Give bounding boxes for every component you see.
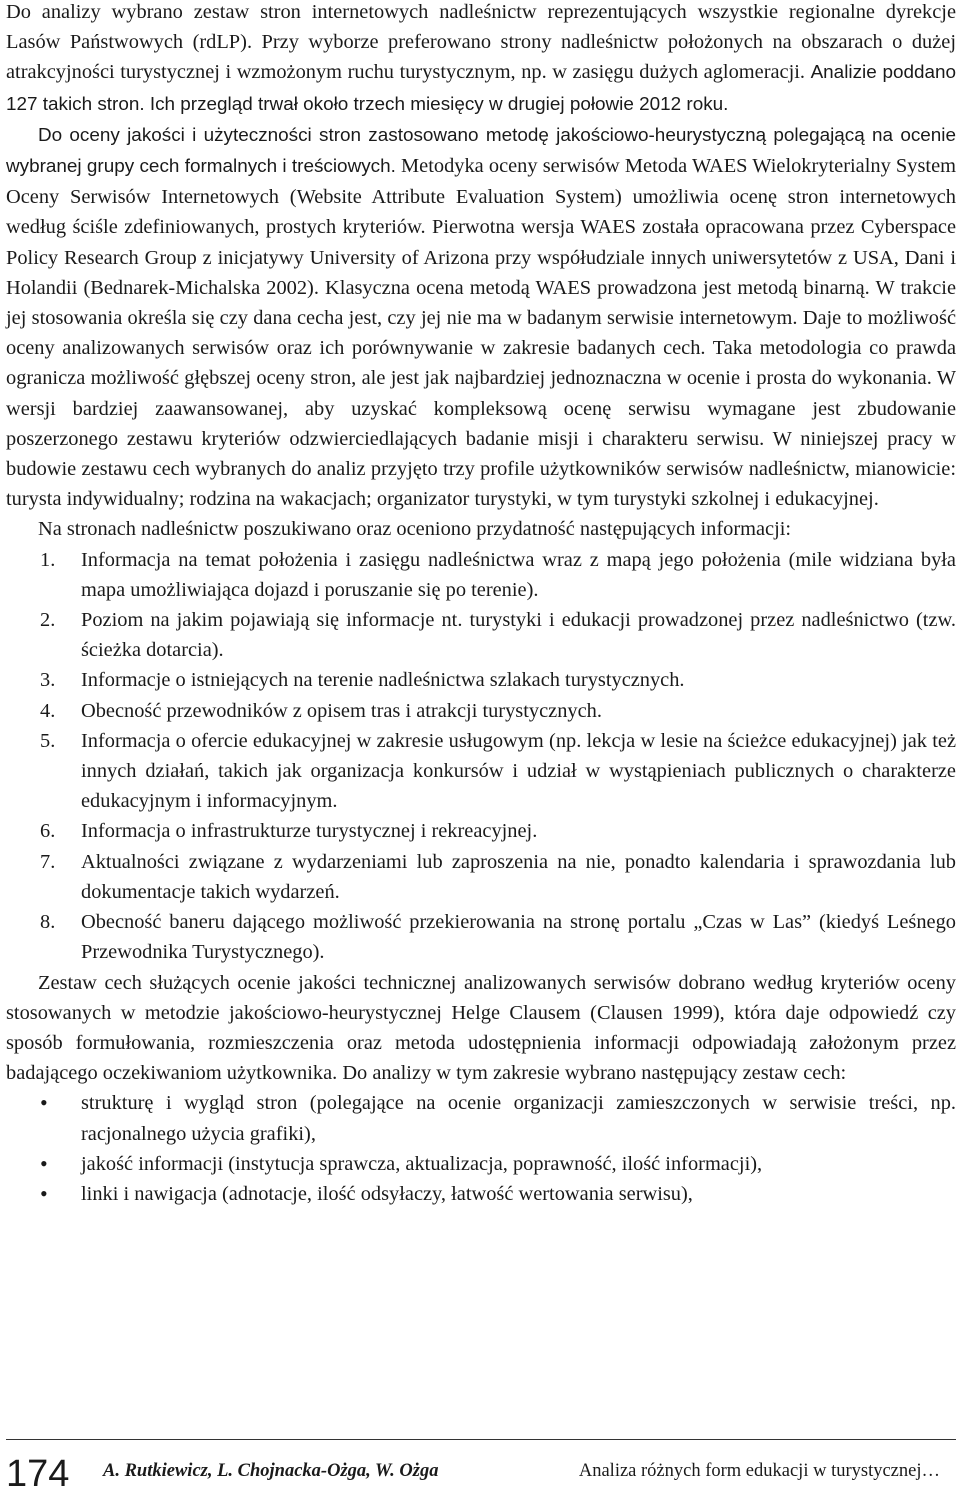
- bullet-list: [6, 1088, 956, 1209]
- bullet-item-text: strukturę i wygląd stron (polegające na ocenie organizacji zamieszczonych w serwisie treści, np. racjonalnego użycia grafiki),: [81, 1092, 956, 1145]
- list-item: [6, 726, 956, 817]
- bullet-item: [6, 1179, 956, 1209]
- list-item: [6, 605, 956, 665]
- list-item: [6, 907, 956, 967]
- list-item: [6, 665, 956, 695]
- methodology-sans-text: Do oceny jakości i użyteczności stron zastosowano metodę jakościowo-heurystyczną polegającą na ocenie wybranej grupy cech formalnych i treściowych.: [6, 124, 956, 178]
- body-text: [6, 0, 956, 1209]
- methodology-serif-text: Metodyka oceny serwisów Metoda WAES Wielokryterialny System Oceny Serwisów Internetowych (Website Attribute Evaluation System) umożliwia ocenę stron internetowych według ściśle zdefiniowanych, prostych kryteriów. Pierwotna wersja WAES została opracowana przez Cyberspace Policy Research Group z inicjatywy University of Arizona przy współudziale innych uniwersytetów z USA, Dani i Holandii (Bednarek-Michalska 2002). Klasyczna ocena metodą WAES prowadzona jest metodą binarną. W trakcie jej stosowania określa się czy dana cecha jest, czy jej nie ma w badanym serwisie internetowym. Daje to możliwość oceny analizowanych serwisów oraz ich porównywanie w zakresie badanych cech. Taka metodologia co prawda ogranicza możliwość głębszej oceny stron, ale jest jak najbardziej jednoznaczna w ocenie i prosta do wykonania. W wersji bardziej zaawansowanej, aby uzyskać kompleksową ocenę serwisu wymagane jest zbudowanie poszerzonego zestawu kryteriów odzwierciedlających badanie misji i charakteru serwisu. W niniejszej pracy w budowie zestawu cech wybranych do analiz przyjęto trzy profile użytkowników serwisów nadleśnictw, mianowicie: turysta indywidualny; rodzina na wakacjach; organizator turystyki, w tym turystyki szkolnej i edukacyjnej.: [6, 155, 956, 511]
- list-item-text: Informacja o infrastrukturze turystycznej i rekreacyjnej.: [81, 820, 538, 843]
- list-item-number: 6.: [40, 820, 56, 843]
- list-item: [6, 847, 956, 907]
- list-item-text: Obecność przewodników z opisem tras i atrakcji turystycznych.: [81, 699, 602, 722]
- footer-running-title: Analiza różnych form edukacji w turystycznej…: [578, 1461, 940, 1481]
- bullet-icon: •: [40, 1180, 48, 1206]
- list-item-text: Informacja o ofercie edukacyjnej w zakresie usługowym (np. lekcja w lesie na ścieżce edukacyjnej) jak też innych działań, takich jak organizacja konkursów i udział w wystąpieniach publicznych o charakterze edukacyjnym i informacyjnym.: [81, 729, 956, 813]
- bullet-item-text: linki i nawigacja (adnotacje, ilość odsyłaczy, łatwość wertowania serwisu),: [81, 1182, 693, 1205]
- paragraph-methodology: [6, 120, 956, 515]
- list-item-number: 3.: [40, 669, 56, 692]
- bullet-item: [6, 1149, 956, 1179]
- paragraph-intro: [6, 0, 956, 120]
- list-item-text: Aktualności związane z wydarzeniami lub zaproszenia na nie, ponadto kalendaria i sprawozdania lub dokumentacje takich wydarzeń.: [81, 850, 956, 903]
- intro-serif-text: Do analizy wybrano zestaw stron internetowych nadleśnictw reprezentujących wszystkie regionalne dyrekcje Lasów Państwowych (rdLP). Przy wyborze preferowano strony nadleśnictw położonych na obszarach o dużej atrakcyjności turystycznej i wzmożonym ruchu turystycznym, np. w zasięgu dużych aglomeracji.: [6, 1, 956, 84]
- list-item-number: 5.: [40, 729, 56, 752]
- bullet-icon: •: [40, 1090, 48, 1116]
- list-item: [6, 816, 956, 846]
- list-item: [6, 545, 956, 605]
- bullet-item-text: jakość informacji (instytucja sprawcza, aktualizacja, poprawność, ilość informacji),: [81, 1152, 763, 1175]
- footer-authors: A. Rutkiewicz, L. Chojnacka-Ożga, W. Ożga: [103, 1461, 439, 1481]
- page-number: 174: [6, 1453, 70, 1495]
- list-item-text: Poziom na jakim pojawiają się informacje nt. turystyki i edukacji prowadzonej przez nadleśnictwo (tzw. ścieżka dotarcia).: [81, 609, 956, 662]
- list-item-number: 8.: [40, 911, 56, 934]
- list-item-number: 2.: [40, 609, 56, 632]
- list-item-number: 4.: [40, 699, 56, 722]
- list-item-text: Obecność baneru dającego możliwość przekierowania na stronę portalu „Czas w Las” (kiedyś Leśnego Przewodnika Turystycznego).: [81, 911, 956, 964]
- list-item-text: Informacja na temat położenia i zasięgu nadleśnictwa wraz z mapą jego położenia (mile widziana była mapa umożliwiająca dojazd i poruszanie się po terenie).: [81, 548, 956, 601]
- paragraph-criteria: Zestaw cech służących ocenie jakości technicznej analizowanych serwisów dobrano według kryteriów oceny stosowanych w metodzie jakościowo-heurystycznej Helge Clausem (Clausen 1999), która daje odpowiedź czy sposób formułowania, rozmieszczenia oraz metoda udostępnienia informacji odpowiadają założonym przez badającego oczekiwaniom użytkownika. Do analizy w tym zakresie wybrano następujący zestaw cech:: [6, 971, 956, 1085]
- bullet-icon: •: [40, 1150, 48, 1176]
- bullet-item: [6, 1088, 956, 1148]
- list-item-number: 7.: [40, 850, 56, 873]
- intro-sans-text: Analizie poddano 127 takich stron. Ich przegląd trwał około trzech miesięcy w drugiej połowie 2012 roku.: [6, 62, 956, 115]
- list-item-text: Informacje o istniejących na terenie nadleśnictwa szlakach turystycznych.: [81, 669, 685, 692]
- list-item-number: 1.: [40, 548, 56, 571]
- paragraph-list-intro: Na stronach nadleśnictw poszukiwano oraz oceniono przydatność następujących informacji:: [38, 518, 792, 541]
- footer-divider: [6, 1439, 956, 1440]
- numbered-list: [6, 545, 956, 968]
- list-item: [6, 696, 956, 726]
